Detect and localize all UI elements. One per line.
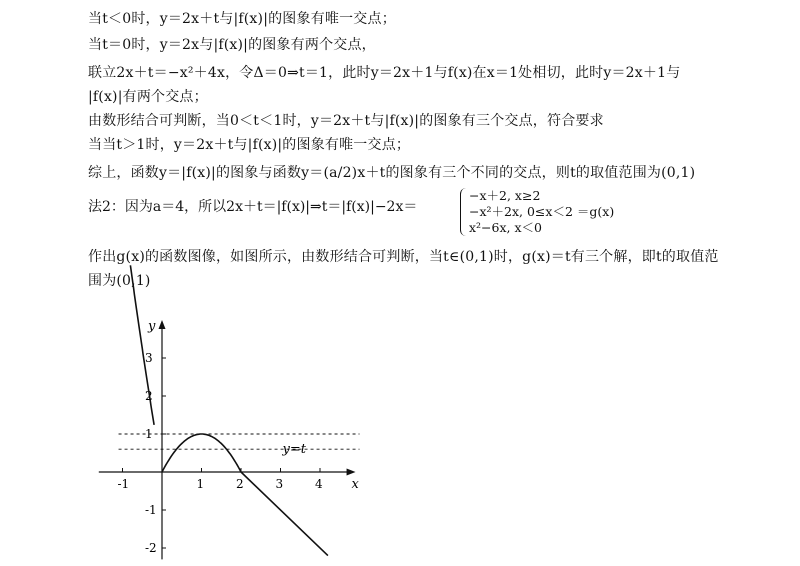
y-tick-label: 3: [145, 351, 153, 365]
x-tick-label: 1: [196, 477, 205, 491]
y-tick-label: 2: [145, 389, 153, 403]
curve-left-branch: [130, 265, 154, 425]
text-line-6: 当当t＞1时，y＝2x＋t与|f(x)|的图象有唯一交点；: [88, 137, 411, 153]
y-tick-label: -2: [145, 541, 157, 555]
case-3: x²−6x, x＜0: [469, 220, 542, 235]
text-line-1: 当t＜0时，y＝2x＋t与|f(x)|的图象有唯一交点；: [88, 11, 396, 27]
y-tick-label: -1: [145, 503, 157, 517]
x-tick-label: 3: [275, 477, 284, 491]
x-tick-label: 2: [236, 477, 244, 491]
x-tick-label: -1: [117, 477, 130, 491]
text-line-4: |f(x)|有两个交点；: [88, 89, 208, 105]
text-line-2: 当t＝0时，y＝2x与|f(x)|的图象有两个交点，: [88, 37, 376, 53]
x-tick-label: 4: [315, 477, 323, 491]
method-2-line: 法2：因为a＝4，所以2x＋t＝|f(x)|⇒t＝|f(x)|−2x＝: [88, 199, 418, 215]
conclusion-line-1: 作出g(x)的函数图像，如图所示，由数形结合可判断，当t∈(0,1)时，g(x)＝t有三个解，即t的取值范: [88, 249, 719, 265]
conclusion-line-2: 围为(0,1): [88, 273, 151, 289]
x-axis-label: x: [351, 477, 359, 492]
x-axis-arrow: [347, 469, 356, 476]
case-2: −x²＋2x, 0≤x＜2 ＝g(x): [469, 204, 615, 219]
text-line-7: 综上，函数y＝|f(x)|的图象与函数y＝(a/2)x＋t的图象有三个不同的交点，则t的取值范围为(0,1): [88, 165, 696, 181]
text-line-5: 由数形结合可判断，当0＜t＜1时，y＝2x＋t与|f(x)|的图象有三个交点，符合要求: [88, 113, 604, 129]
curve-parabola-arc: [162, 434, 241, 472]
text-line-3: 联立2x＋t＝−x²＋4x，令Δ＝0⇒t＝1，此时y＝2x＋1与f(x)在x＝1处相切，此时y＝2x＋1与: [88, 65, 681, 81]
case-1: −x＋2, x≥2: [469, 188, 541, 203]
y-axis-label: y: [148, 319, 156, 334]
y-axis-arrow: [159, 320, 166, 329]
y-tick-label: 1: [145, 427, 153, 441]
reference-line-label: y=t: [282, 442, 306, 458]
